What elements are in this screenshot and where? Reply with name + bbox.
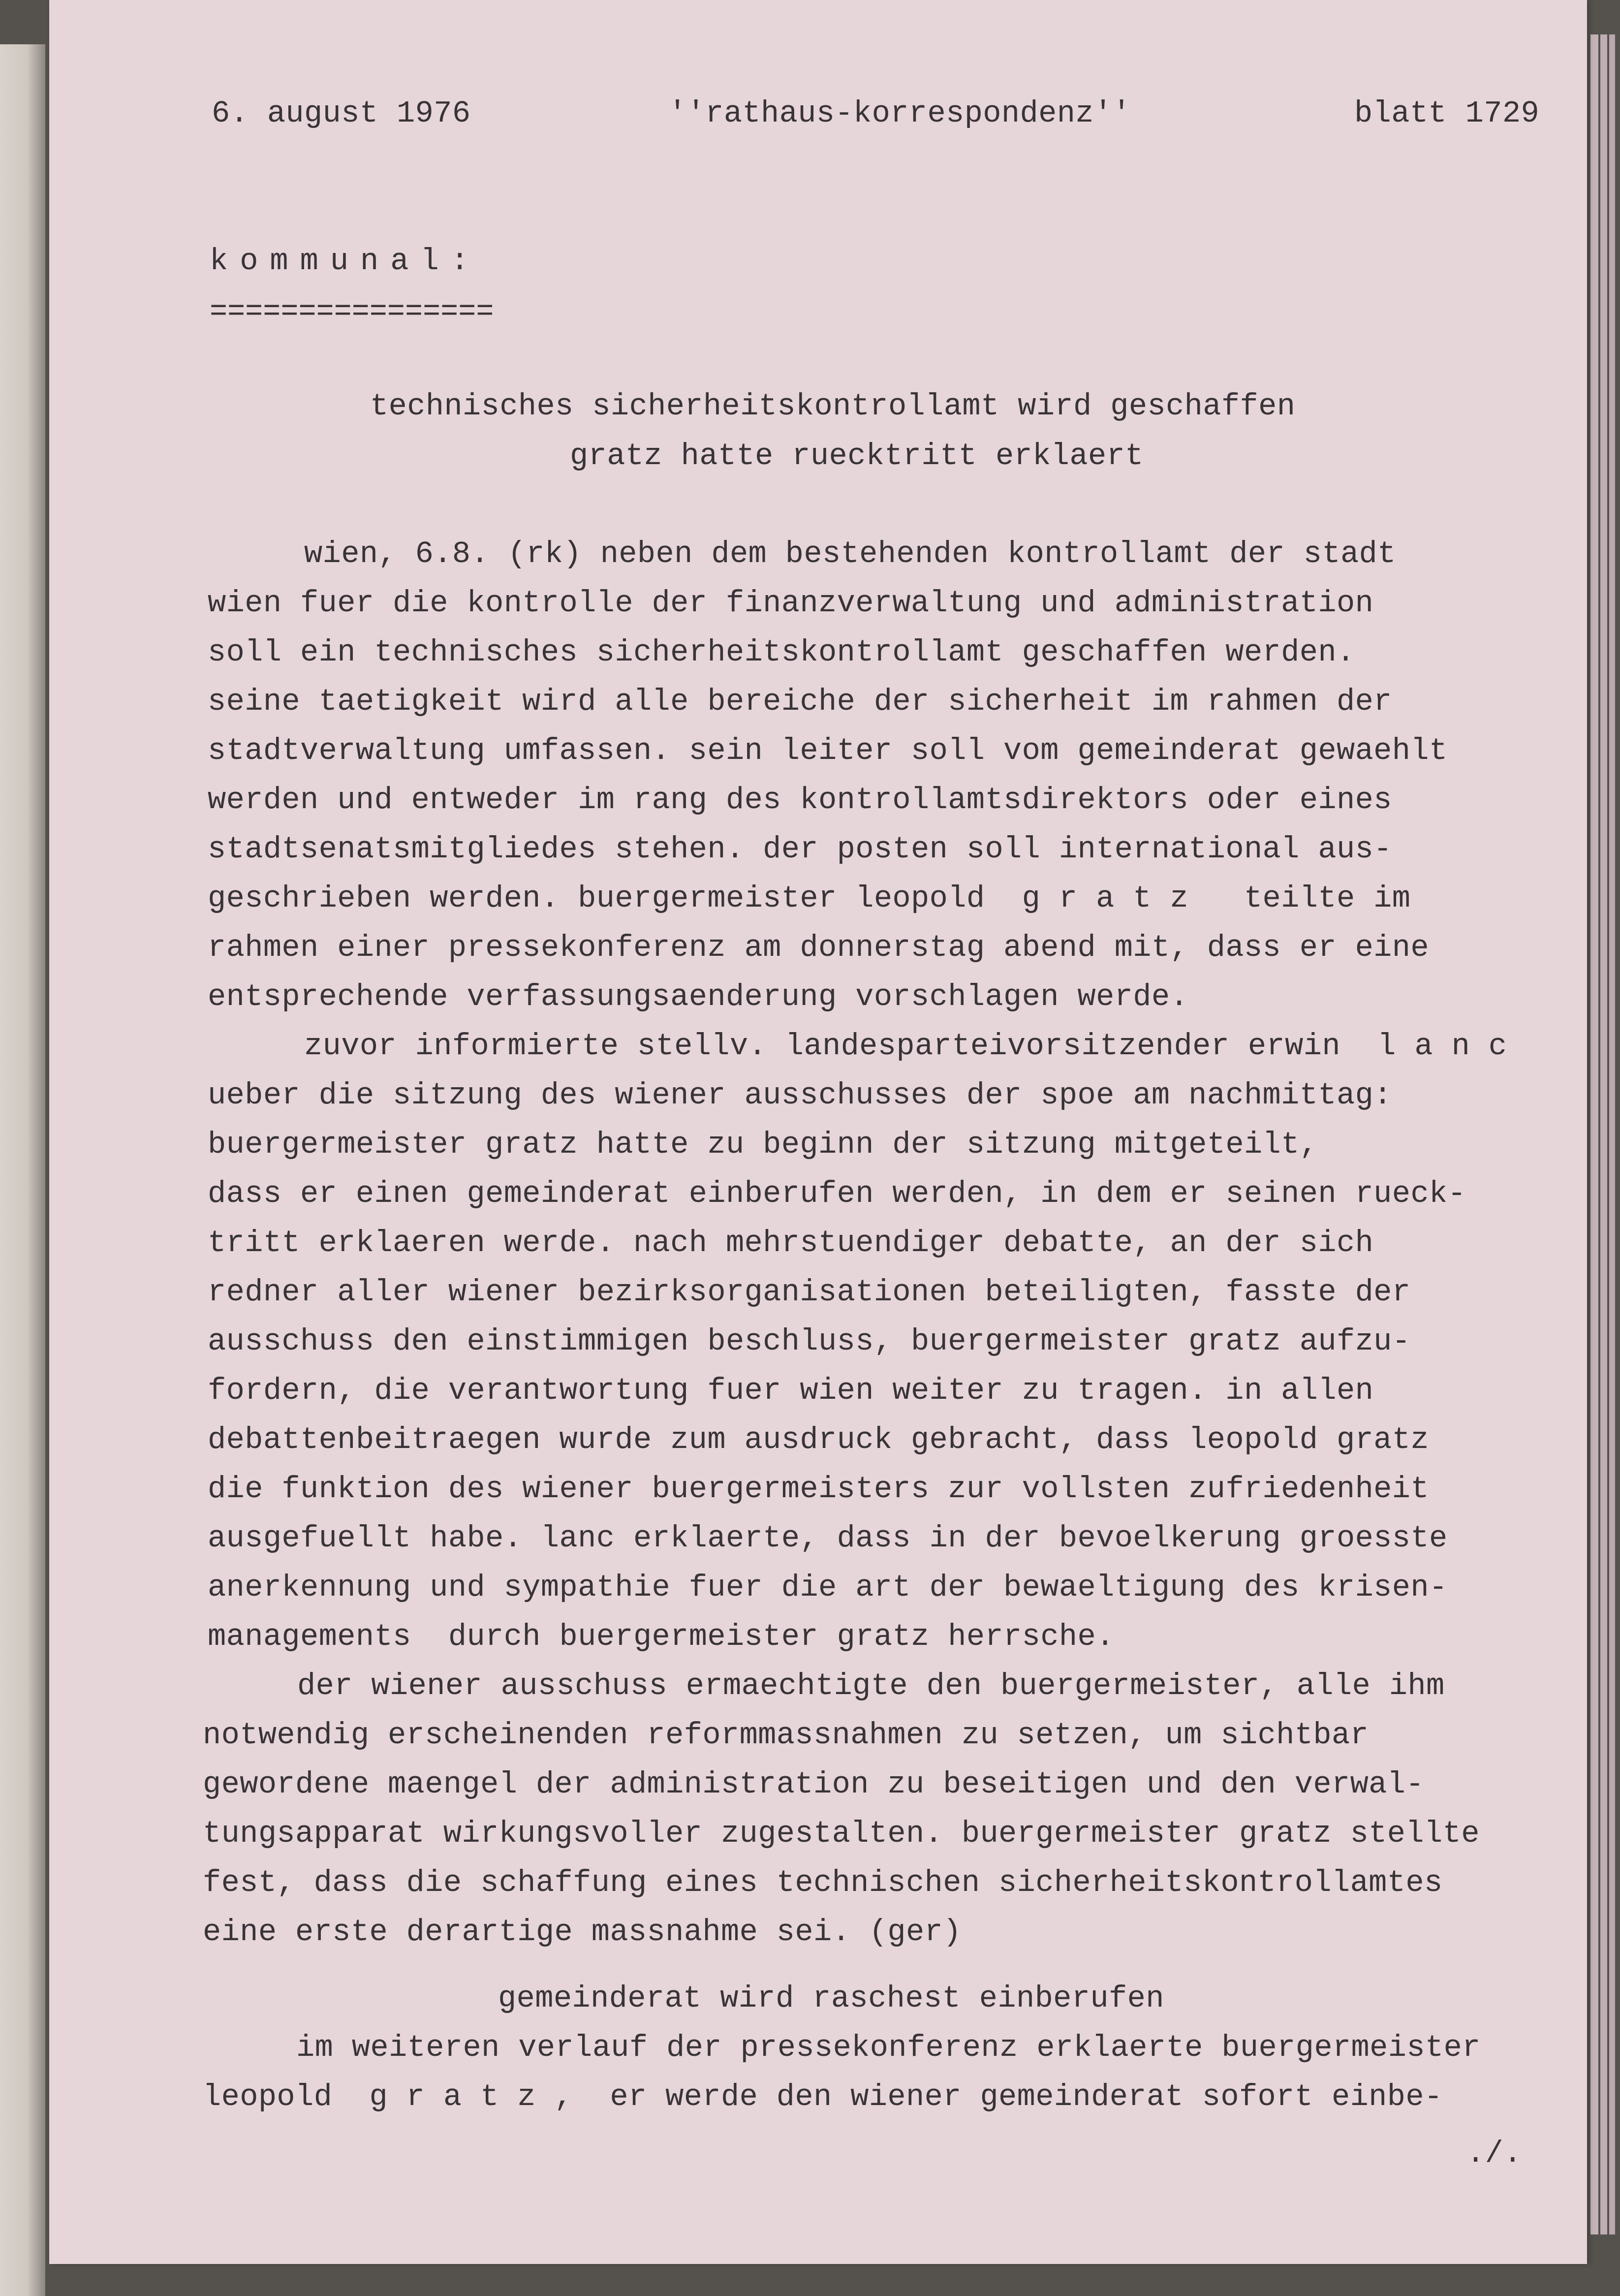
body-line: fordern, die verantwortung fuer wien weiter zu tragen. in allen: [208, 1373, 1374, 1408]
body-line: wien fuer die kontrolle der finanzverwaltung und administration: [208, 586, 1374, 621]
body-line: eine erste derartige massnahme sei. (ger): [203, 1915, 962, 1950]
section-underline: ================: [210, 294, 494, 329]
section-label: kommunal:: [210, 244, 481, 279]
body-line: tritt erklaeren werde. nach mehrstuendiger debatte, an der sich: [208, 1226, 1374, 1260]
stacked-page-edge: [1609, 34, 1615, 2234]
body-line: seine taetigkeit wird alle bereiche der sicherheit im rahmen der: [208, 684, 1392, 719]
body-line: stadtverwaltung umfassen. sein leiter soll vom gemeinderat gewaehlt: [208, 733, 1448, 768]
adjacent-page-strip: [0, 44, 45, 2296]
body-line: tungsapparat wirkungsvoller zugestalten. buergermeister gratz stellte: [203, 1816, 1480, 1851]
body-line: anerkennung und sympathie fuer die art der bewaeltigung des krisen-: [208, 1570, 1448, 1605]
body-line: entsprechende verfassungsaenderung vorschlagen werde.: [208, 979, 1189, 1014]
header-date: 6. august 1976: [212, 96, 471, 131]
body-line: dass er einen gemeinderat einberufen werden, in dem er seinen rueck-: [208, 1176, 1466, 1211]
body-line: soll ein technisches sicherheitskontrollamt geschaffen werden.: [208, 635, 1355, 670]
stacked-page-edge: [1600, 34, 1607, 2234]
body-line: werden und entweder im rang des kontrollamtsdirektors oder eines: [208, 783, 1392, 818]
body-line: fest, dass die schaffung eines technischen sicherheitskontrollamtes: [203, 1865, 1443, 1900]
document-sheet: [49, 0, 1587, 2264]
stacked-page-edge: [1590, 34, 1598, 2234]
body-line: debattenbeitraegen wurde zum ausdruck gebracht, dass leopold gratz: [208, 1422, 1429, 1457]
body-line: der wiener ausschuss ermaechtigte den buergermeister, alle ihm: [297, 1668, 1445, 1703]
body-line: managements durch buergermeister gratz herrsche.: [208, 1619, 1115, 1654]
body-line: ausgefuellt habe. lanc erklaerte, dass in der bevoelkerung groesste: [208, 1521, 1448, 1556]
body-line: buergermeister gratz hatte zu beginn der sitzung mitgeteilt,: [208, 1127, 1318, 1162]
body-line: die funktion des wiener buergermeisters zur vollsten zufriedenheit: [208, 1472, 1429, 1507]
body-line: zuvor informierte stellv. landesparteivorsitzender erwin l a n c: [304, 1029, 1507, 1064]
body-line: stadtsenatsmitgliedes stehen. der posten soll international aus-: [208, 832, 1392, 867]
headline-main: technisches sicherheitskontrollamt wird geschaffen: [370, 389, 1296, 424]
body-line: gewordene maengel der administration zu beseitigen und den verwal-: [203, 1767, 1424, 1802]
body-line: redner aller wiener bezirksorganisationen beteiligten, fasste der: [208, 1275, 1411, 1310]
headline-subtitle: gratz hatte ruecktritt erklaert: [570, 439, 1144, 473]
body-line: notwendig erscheinenden reformmassnahmen zu setzen, um sichtbar: [203, 1718, 1369, 1753]
section-subheading: gemeinderat wird raschest einberufen: [498, 1981, 1164, 2016]
header-sheet-number: blatt 1729: [1354, 96, 1540, 131]
body-line: geschrieben werden. buergermeister leopold g r a t z teilte im: [208, 881, 1411, 916]
body-line: rahmen einer pressekonferenz am donnerstag abend mit, dass er eine: [208, 930, 1429, 965]
body-line: ausschuss den einstimmigen beschluss, buergermeister gratz aufzu-: [208, 1324, 1411, 1359]
body-line: wien, 6.8. (rk) neben dem bestehenden kontrollamt der stadt: [304, 536, 1396, 571]
body-line: leopold g r a t z , er werde den wiener gemeinderat sofort einbe-: [203, 2079, 1443, 2114]
body-line: ueber die sitzung des wiener ausschusses der spoe am nachmittag:: [208, 1078, 1392, 1113]
header-publication: ''rathaus-korrespondenz'': [668, 96, 1131, 131]
continued-mark: ./.: [1466, 2136, 1522, 2171]
body-line: im weiteren verlauf der pressekonferenz erklaerte buergermeister: [296, 2030, 1481, 2065]
